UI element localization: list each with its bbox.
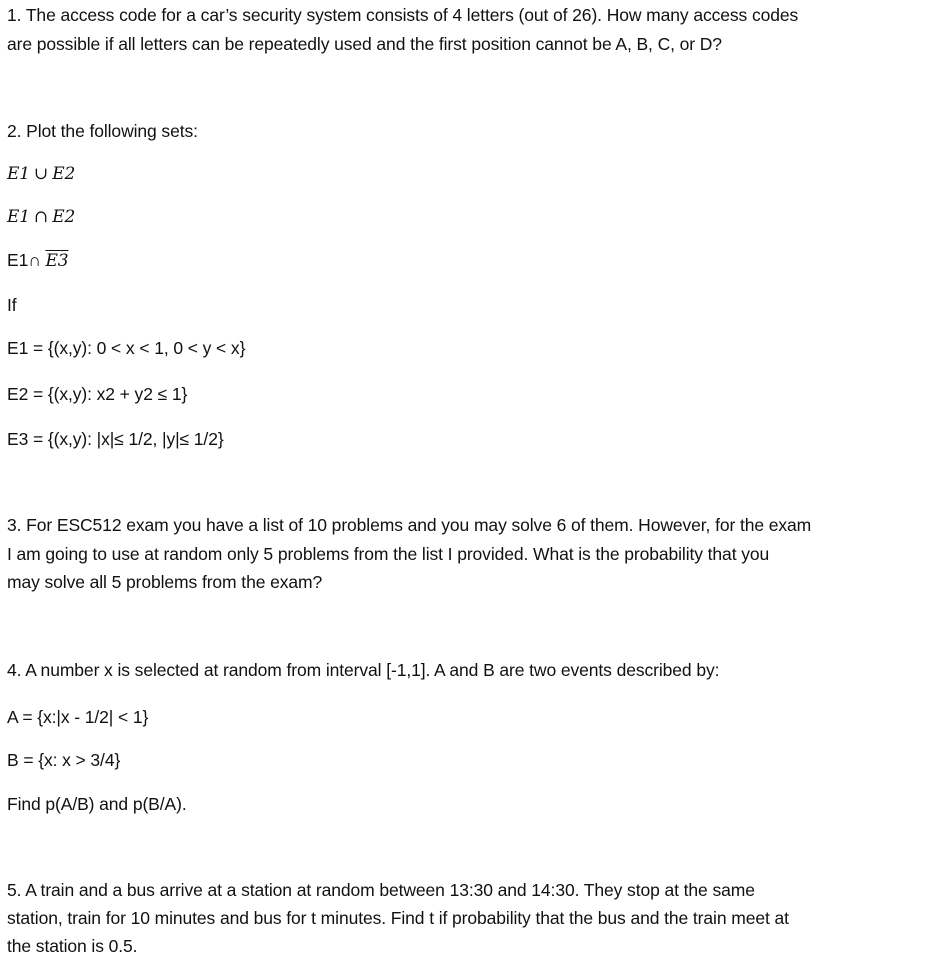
question-5-line-1: 5. A train and a bus arrive at a station at random between 13:30 and 14:30. They stop at the same: [7, 880, 755, 900]
set-e1: E1: [7, 164, 31, 184]
definition-a: A = {x:|x - 1/2| < 1}: [7, 707, 149, 727]
question-1-line-1: 1. The access code for a car’s security system consists of 4 letters (out of 26). How many access codes: [7, 5, 799, 25]
question-2-heading: 2. Plot the following sets:: [7, 121, 198, 141]
set-complement-intersection-expression: [7, 249, 68, 272]
set-e1: E1: [7, 207, 31, 227]
intersection-symbol: ∩: [34, 207, 49, 227]
question-1-line-2: are possible if all letters can be repeatedly used and the first position cannot be A, B, C, or D?: [7, 34, 722, 54]
definition-e3: E3 = {(x,y): |x|≤ 1/2, |y|≤ 1/2}: [7, 429, 224, 449]
set-e1-intersection: E1∩: [7, 250, 46, 270]
question-4-heading: 4. A number x is selected at random from interval [-1,1]. A and B are two events described by:: [7, 660, 720, 680]
set-e2: E2: [52, 207, 76, 227]
set-e3-complement: E3: [45, 251, 69, 271]
if-label: If: [7, 295, 17, 315]
union-symbol: ∪: [34, 164, 49, 184]
question-5-line-3: the station is 0.5.: [7, 936, 138, 956]
question-4-task: Find p(A/B) and p(B/A).: [7, 794, 187, 814]
definition-e1: E1 = {(x,y): 0 < x < 1, 0 < y < x}: [7, 338, 246, 358]
question-3-line-2: I am going to use at random only 5 problems from the list I provided. What is the probability that you: [7, 544, 770, 564]
definition-b: B = {x: x > 3/4}: [7, 750, 121, 770]
question-5-line-2: station, train for 10 minutes and bus for t minutes. Find t if probability that the bus and the train meet at: [7, 908, 789, 928]
question-3-line-1: 3. For ESC512 exam you have a list of 10 problems and you may solve 6 of them. However, for the exam: [7, 515, 812, 535]
set-union-expression: [7, 163, 75, 185]
set-e2: E2: [52, 164, 76, 184]
question-3-line-3: may solve all 5 problems from the exam?: [7, 572, 323, 592]
definition-e2: E2 = {(x,y): x2 + y2 ≤ 1}: [7, 384, 188, 404]
set-intersection-expression: [7, 206, 75, 228]
